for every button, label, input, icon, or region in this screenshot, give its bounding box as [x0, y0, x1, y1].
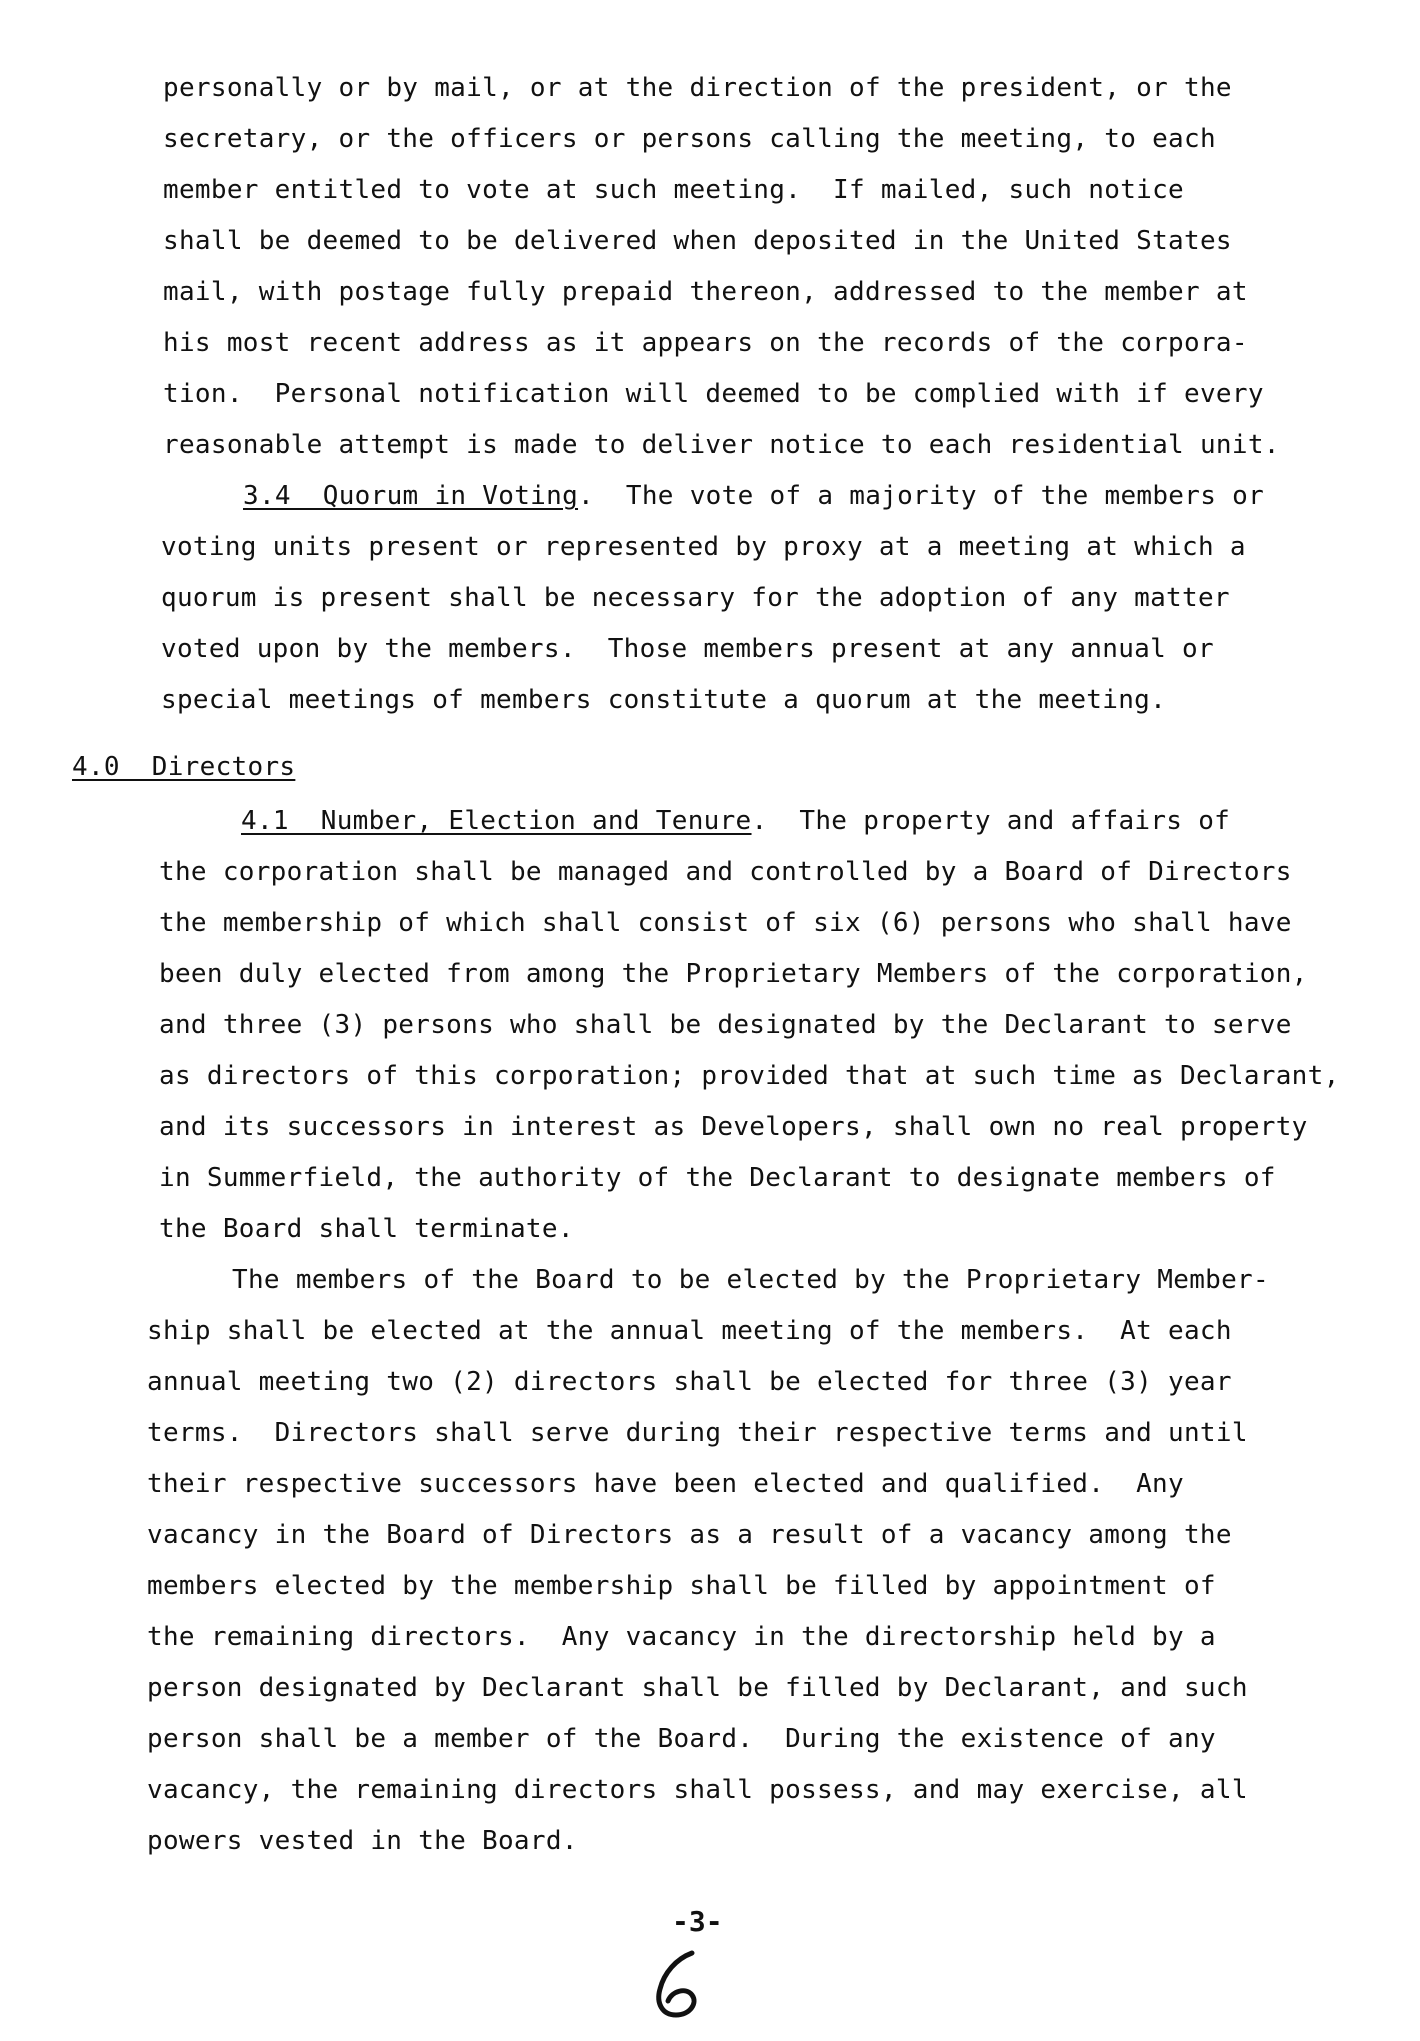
notice-line-7: tion. Personal notification will deemed to be complied with if every [163, 379, 1264, 409]
board-paragraph-line-2: ship shall be elected at the annual meeting of the members. At each [147, 1316, 1232, 1346]
section-3-4-line-4: voted upon by the members. Those members present at any annual or [161, 634, 1214, 664]
board-paragraph-line-11: vacancy, the remaining directors shall possess, and may exercise, all [147, 1775, 1248, 1805]
notice-line-2: secretary, or the officers or persons calling the meeting, to each [163, 124, 1216, 154]
handwritten-page-mark [640, 1945, 720, 2025]
section-4-1-line-9: the Board shall terminate. [159, 1214, 574, 1244]
section-4-0-heading [72, 750, 295, 784]
section-4-1-line-7: and its successors in interest as Developers, shall own no real property [159, 1112, 1308, 1142]
board-paragraph-line-7: members elected by the membership shall be filled by appointment of [147, 1571, 1216, 1601]
board-paragraph-line-4: terms. Directors shall serve during their respective terms and until [147, 1418, 1248, 1448]
section-3-4-first-line-text: . The vote of a majority of the members or [578, 481, 1265, 511]
notice-line-3: member entitled to vote at such meeting. If mailed, such notice [163, 175, 1185, 205]
section-3-4-heading: 3.4 Quorum in Voting [243, 481, 579, 511]
directors-heading: 4.0 Directors [72, 752, 296, 782]
board-paragraph-line-9: person designated by Declarant shall be filled by Declarant, and such [147, 1673, 1248, 1703]
section-4-1-heading: 4.1 Number, Election and Tenure [241, 806, 752, 836]
section-4-1-line-3: the membership of which shall consist of six (6) persons who shall have [159, 908, 1292, 938]
board-paragraph-line-12: powers vested in the Board. [147, 1826, 578, 1856]
section-4-1-line-5: and three (3) persons who shall be designated by the Declarant to serve [159, 1010, 1292, 1040]
board-paragraph-line-6: vacancy in the Board of Directors as a result of a vacancy among the [147, 1520, 1232, 1550]
notice-line-1: personally or by mail, or at the direction of the president, or the [163, 73, 1232, 103]
notice-line-4: shall be deemed to be delivered when deposited in the United States [163, 226, 1232, 256]
section-4-1-line-2: the corporation shall be managed and controlled by a Board of Directors [159, 857, 1292, 887]
section-4-1-first-line [241, 804, 1230, 838]
notice-line-5: mail, with postage fully prepaid thereon, addressed to the member at [163, 277, 1248, 307]
board-paragraph-line-5: their respective successors have been elected and qualified. Any [147, 1469, 1184, 1499]
board-paragraph-line-10: person shall be a member of the Board. During the existence of any [147, 1724, 1216, 1754]
section-4-1-line-8: in Summerfield, the authority of the Declarant to designate members of [159, 1163, 1276, 1193]
section-4-1-line-6: as directors of this corporation; provided that at such time as Declarant, [159, 1061, 1340, 1091]
section-4-1-line-4: been duly elected from among the Proprietary Members of the corporation, [159, 959, 1308, 989]
page-number: -3- [672, 1905, 723, 1938]
section-4-1-first-line-text: . The property and affairs of [751, 806, 1231, 836]
section-3-4-line-2: voting units present or represented by proxy at a meeting at which a [161, 532, 1246, 562]
board-paragraph-line-8: the remaining directors. Any vacancy in the directorship held by a [147, 1622, 1216, 1652]
section-3-4-line-5: special meetings of members constitute a quorum at the meeting. [161, 685, 1167, 715]
board-paragraph-line-3: annual meeting two (2) directors shall be elected for three (3) year [147, 1367, 1232, 1397]
section-3-4-line-3: quorum is present shall be necessary for the adoption of any matter [161, 583, 1230, 613]
section-3-4-first-line [243, 479, 1264, 513]
notice-line-6: his most recent address as it appears on the records of the corpora- [163, 328, 1248, 358]
board-paragraph-line-1: The members of the Board to be elected by the Proprietary Member- [232, 1265, 1269, 1295]
notice-line-8: reasonable attempt is made to deliver notice to each residential unit. [163, 430, 1280, 460]
